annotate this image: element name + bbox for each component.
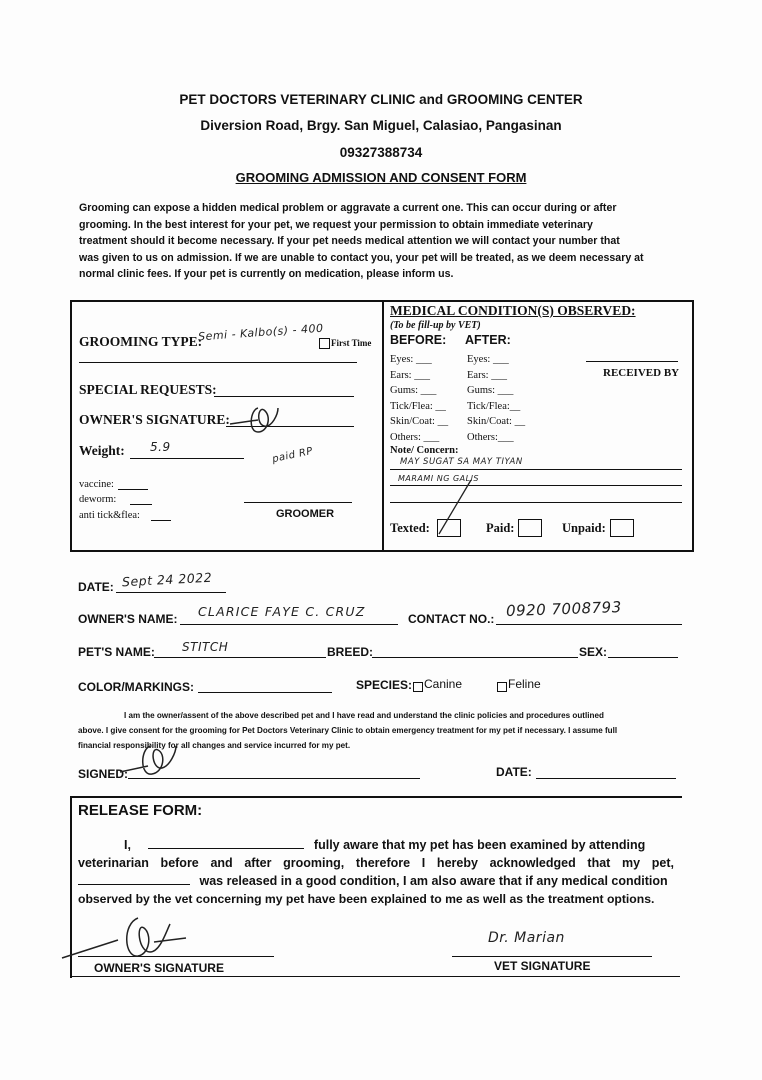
vet-signature-field[interactable]	[452, 956, 652, 957]
date-value: Sept 24 2022	[121, 569, 213, 590]
paid-checkbox[interactable]	[518, 519, 542, 537]
texted-check-mark	[435, 476, 475, 543]
grooming-type-label: GROOMING TYPE:	[79, 334, 203, 349]
check-after-tick: Tick/Flea:__	[467, 400, 521, 412]
note-rule-1	[390, 469, 682, 470]
vaccine-label: vaccine:	[79, 479, 114, 490]
deworm-label: deworm:	[79, 494, 117, 505]
consent-line: above. I give consent for the grooming for Pet Doctors Veterinary Clinic to obtain emergency treatment for my pet if necessary. I assume full	[78, 726, 618, 735]
antitick-label: anti tick&flea:	[79, 510, 140, 521]
paid-note: paid RP	[271, 445, 314, 466]
note-line-2: MARAMI NG GALIS	[398, 474, 480, 483]
release-paragraph	[78, 836, 674, 908]
feline-label: Feline	[508, 677, 541, 691]
after-label: AFTER:	[465, 333, 511, 347]
check-after-skin: Skin/Coat: __	[467, 416, 526, 427]
clinic-address: Diversion Road, Brgy. San Miguel, Calasiao, Pangasinan	[200, 118, 562, 133]
grooming-type-line	[79, 362, 357, 363]
weight-value: 5.9	[150, 440, 171, 454]
pet-name-value: STITCH	[182, 640, 229, 654]
unpaid-label: Unpaid:	[562, 521, 606, 535]
antitick-field[interactable]	[151, 520, 171, 521]
note-line-1: MAY SUGAT SA MAY TIYAN	[400, 457, 523, 467]
release-line-1: I, fully aware that my pet has been examined by attending	[124, 838, 646, 852]
received-by-label: RECEIVED BY	[603, 367, 680, 379]
canine-label: Canine	[424, 677, 463, 691]
texted-label: Texted:	[390, 521, 430, 535]
check-before-others: Others: ___	[390, 431, 440, 443]
groomer-label: GROOMER	[276, 508, 335, 520]
first-time-label: First Time	[331, 338, 372, 348]
contact-label: CONTACT NO.:	[408, 612, 495, 626]
note-rule-2	[390, 485, 682, 486]
contact-field[interactable]	[496, 624, 682, 625]
check-after-gums: Gums: ___	[467, 385, 514, 396]
check-before-eyes: Eyes: ___	[390, 354, 432, 365]
weight-field[interactable]	[130, 458, 244, 459]
check-before-ears: Ears: ___	[390, 369, 430, 381]
form-title: GROOMING ADMISSION AND CONSENT FORM	[235, 170, 527, 185]
check-before-gums: Gums: ___	[390, 385, 437, 396]
consent-line: I am the owner/assent of the above described pet and I have read and understand the clinic policies and procedures outlined	[124, 711, 604, 720]
pet-name-field[interactable]	[154, 657, 326, 658]
form-title-wrap	[0, 170, 762, 185]
owner-signature-mark	[228, 402, 288, 443]
release-title: RELEASE FORM:	[78, 802, 203, 819]
date2-label: DATE:	[496, 765, 532, 779]
release-line-4: observed by the vet concerning my pet have been explained to me as well as the treatment options.	[78, 892, 655, 906]
note-label: Note/ Concern:	[390, 445, 459, 456]
special-requests-field[interactable]	[214, 396, 354, 397]
breed-label: BREED:	[327, 645, 374, 659]
date-label: DATE:	[78, 580, 114, 594]
species-label: SPECIES:	[356, 678, 413, 692]
breed-field[interactable]	[372, 657, 578, 658]
intro-line: was given to us on admission. If we are unable to contact you, your pet will be treated, as we deem necessary at	[79, 251, 644, 264]
before-checks	[390, 352, 448, 445]
before-label: BEFORE:	[390, 333, 447, 347]
check-before-tick: Tick/Flea: __	[390, 400, 446, 412]
intro-line: treatment should it become necessary. If your pet needs medical attention we will contact your number that	[79, 235, 620, 247]
intro-line: Grooming can expose a hidden medical problem or aggravate a current one. This can occur during or after	[79, 202, 617, 214]
owner-name-label: OWNER'S NAME:	[78, 612, 178, 626]
vet-signature-label: VET SIGNATURE	[494, 959, 591, 973]
paid-label: Paid:	[486, 521, 515, 535]
release-owner-signature-label: OWNER'S SIGNATURE	[94, 961, 224, 975]
release-pet-name-field[interactable]	[78, 884, 190, 885]
owners-signature-label: OWNER'S SIGNATURE:	[79, 412, 230, 427]
weight-label: Weight:	[79, 443, 125, 458]
check-after-eyes: Eyes: ___	[467, 354, 509, 365]
contact-value: 0920 7008793	[505, 597, 623, 621]
date-field[interactable]	[116, 592, 226, 593]
check-after-ears: Ears: ___	[467, 369, 507, 381]
check-before-skin: Skin/Coat: __	[390, 416, 449, 427]
clinic-name: PET DOCTORS VETERINARY CLINIC and GROOMING CENTER	[179, 92, 583, 107]
intro-line: grooming. In the best interest for your pet, we request your permission to obtain immediate veterinary	[79, 218, 593, 231]
special-requests-label: SPECIAL REQUESTS:	[79, 382, 217, 397]
note-rule-3	[390, 502, 682, 503]
after-checks	[467, 352, 525, 445]
clinic-phone: 09327388734	[339, 145, 423, 160]
medical-subtitle: (To be fill-up by VET)	[390, 320, 481, 331]
owner-name-value: CLARICE FAYE C. CRUZ	[198, 604, 366, 619]
first-time-checkbox[interactable]	[319, 338, 330, 349]
groomer-line[interactable]	[244, 502, 352, 503]
release-owner-name-field[interactable]	[148, 848, 304, 849]
unpaid-checkbox[interactable]	[610, 519, 634, 537]
received-by-line[interactable]	[586, 361, 678, 362]
box-divider	[382, 300, 384, 552]
release-line-3: was released in a good condition, I am also aware that if any medical condition	[78, 872, 674, 890]
date2-field[interactable]	[536, 778, 676, 779]
feline-checkbox[interactable]	[497, 682, 507, 692]
release-top-border	[70, 796, 682, 798]
consent-line: financial responsibility for all changes and service incurred for my pet.	[78, 741, 351, 750]
vaccine-field[interactable]	[118, 489, 148, 490]
color-markings-field[interactable]	[198, 692, 332, 693]
color-markings-label: COLOR/MARKINGS:	[78, 680, 194, 694]
signed-signature-mark	[118, 742, 188, 787]
intro-line: normal clinic fees. If your pet is currently on medication, please inform us.	[79, 268, 454, 280]
vet-signature-value: Dr. Marian	[488, 930, 565, 946]
deworm-field[interactable]	[130, 504, 152, 505]
canine-checkbox[interactable]	[413, 682, 423, 692]
release-line-2: veterinarian before and after grooming, therefore I hereby acknowledged that my pet,	[78, 856, 674, 870]
sex-label: SEX:	[579, 645, 608, 659]
check-after-others: Others:___	[467, 431, 514, 443]
sex-field[interactable]	[608, 657, 678, 658]
grooming-type-value[interactable]: Semi - Kalbo(s) - 400	[197, 321, 324, 344]
signed-label: SIGNED:	[78, 767, 129, 781]
pet-name-label: PET'S NAME:	[78, 645, 155, 659]
medical-title: MEDICAL CONDITION(S) OBSERVED:	[390, 303, 636, 318]
owner-name-field[interactable]	[180, 624, 398, 625]
intro-paragraph	[79, 200, 683, 283]
